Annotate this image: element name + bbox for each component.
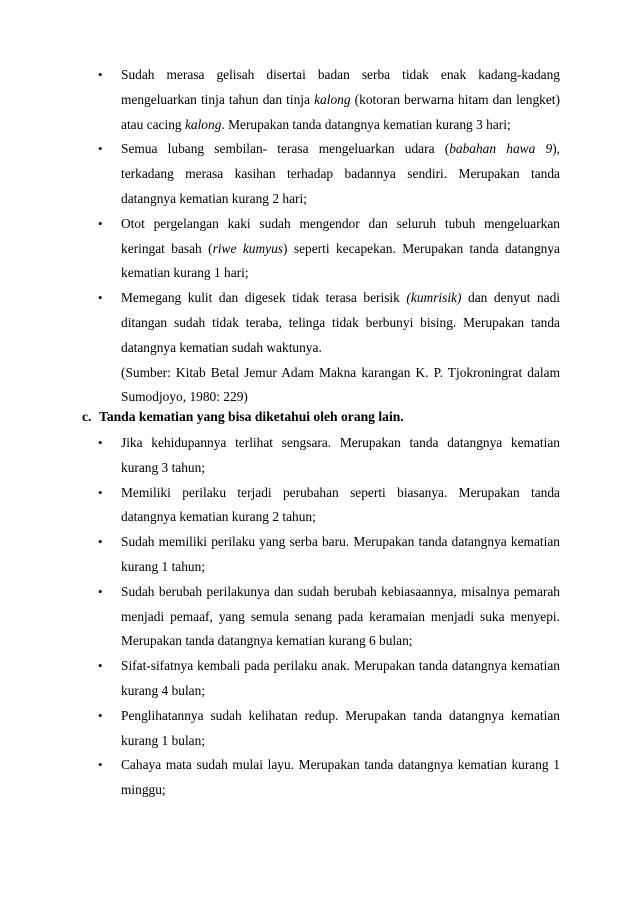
bullet-icon: •	[98, 290, 103, 306]
list-item	[96, 137, 560, 211]
bullet-list-b	[96, 63, 560, 361]
bullet-icon: •	[98, 658, 103, 674]
list-item	[96, 63, 560, 137]
list-item-text: dan denyut nadi ditangan sudah tidak teraba, telinga tidak berbunyi bising. Merupakan tanda datangnya kematian sudah waktunya.	[121, 290, 560, 355]
bullet-icon: •	[98, 757, 103, 773]
bullet-icon: •	[98, 484, 103, 500]
list-item	[96, 654, 560, 704]
bullet-icon: •	[98, 67, 103, 82]
section-b-continued	[96, 63, 560, 410]
section-c-heading	[82, 407, 562, 427]
section-c-label: c.	[82, 409, 92, 424]
list-item	[96, 286, 560, 360]
list-item-text: Cahaya mata sudah mulai layu. Merupakan tanda datangnya kematian kurang 1 minggu;	[121, 757, 560, 798]
italic-term: kalong	[314, 91, 351, 107]
list-item-text: . Merupakan tanda datangnya kematian kurang 3 hari;	[221, 116, 511, 132]
list-item-text: Penglihatannya sudah kelihatan redup. Merupakan tanda datangnya kematian kurang 1 bulan;	[121, 707, 560, 748]
bullet-icon: •	[98, 534, 103, 550]
italic-term: (kumrisik)	[406, 290, 462, 306]
section-c-body	[96, 431, 560, 803]
source-citation: (Sumber: Kitab Betal Jemur Adam Makna karangan K. P. Tjokroningrat dalam Sumodjoyo, 1980: 229)	[121, 364, 560, 405]
list-item-text: Memegang kulit dan digesek tidak terasa berisik	[121, 290, 407, 306]
italic-term: riwe kumyus	[212, 240, 283, 256]
list-item	[96, 481, 560, 531]
list-item-text: (kotoran berwarna hitam dan lengket) atau cacing	[121, 91, 560, 132]
list-item-text: ) seperti kecapekan. Merupakan tanda datangnya kematian kurang 1 hari;	[121, 240, 560, 281]
bullet-icon: •	[98, 141, 103, 157]
bullet-icon: •	[98, 435, 103, 450]
list-item	[96, 431, 560, 481]
bullet-list-c	[96, 431, 560, 803]
list-item-text: Semua lubang sembilan- terasa mengeluarkan udara (	[121, 141, 450, 157]
list-item	[96, 530, 560, 580]
bullet-icon: •	[98, 583, 103, 599]
section-c-title: Tanda kematian yang bisa diketahui oleh orang lain.	[99, 409, 404, 424]
list-item-text: Otot pergelangan kaki sudah mengendor dan seluruh tubuh mengeluarkan keringat basah (	[121, 215, 560, 256]
list-item-text: Sudah merasa gelisah disertai badan serba tidak enak kadang-kadang mengeluarkan tinja tahun dan tinja	[121, 67, 560, 107]
italic-term: babahan hawa 9	[449, 141, 553, 157]
list-item	[96, 580, 560, 654]
list-item-text: ), terkadang merasa kasihan terhadap badannya sendiri. Merupakan tanda datangnya kematian kurang 2 hari;	[121, 141, 560, 206]
italic-term: kalong	[184, 116, 222, 132]
list-item-text: Sifat-sifatnya kembali pada perilaku anak. Merupakan tanda datangnya kematian kurang 4 bulan;	[121, 658, 560, 698]
bullet-icon: •	[98, 707, 103, 723]
list-item-text: Memiliki perilaku terjadi perubahan seperti biasanya. Merupakan tanda datangnya kematian kurang 2 tahun;	[121, 484, 560, 525]
list-item-text: Jika kehidupannya terlihat sengsara. Merupakan tanda datangnya kematian kurang 3 tahun;	[121, 435, 560, 475]
bullet-icon: •	[98, 215, 103, 231]
list-item	[96, 753, 560, 803]
list-item-text: Sudah memiliki perilaku yang serba baru. Merupakan tanda datangnya kematian kurang 1 tahun;	[121, 534, 560, 574]
list-item	[96, 212, 560, 286]
list-item	[96, 704, 560, 754]
list-item-text: Sudah berubah perilakunya dan sudah berubah kebiasaannya, misalnya pemarah menjadi pemaaf, yang semula senang pada keramaian menjadi suka menyepi. Merupakan tanda datangnya kematian kurang 6 bulan;	[121, 583, 560, 649]
